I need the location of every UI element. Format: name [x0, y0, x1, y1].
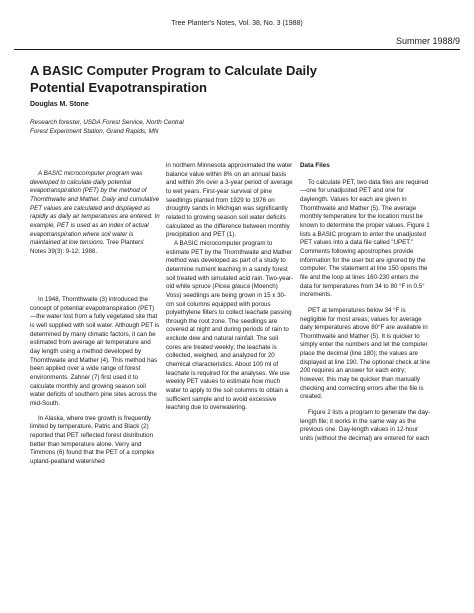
body-paragraph: In 1948, Thornthwaite (3) introduced the concept of potential evapotranspiration (PET)—the water lost from a fully vegetated site that is well supplied with soil water. Although PET is determined by many climatic factors, it can be estimated from average air temperature and day length using a method developed by Thornthwaite and Mather (4). This method has been applied over a wide range of forest environments. Zahner (7) first used it to calculate monthly and growing season soil water deficits of southern pine sites across the mid-South. — [30, 296, 160, 407]
body-paragraph: To calculate PET, two data files are required—one for unadjusted PET and one for daylength. Values for each are given in Thornthwaite and Mather (5). The average monthly temperature for the location must be known to determine the proper values. Figure 1 lists a BASIC program to enter the unadjusted PET values into a data file called "UPET." Comments following apostrophes provide information for the user but are ignored by the computer. The statement at line 150 opens the file and the loop at lines 160-230 enters the data for temperatures from 34 to 80 °F in 0.5° increments. — [300, 178, 430, 299]
affiliation-line: Research forester, USDA Forest Service, North Central — [30, 119, 184, 126]
issue-date: Summer 1988/9 — [395, 36, 460, 46]
author-name: Douglas M. Stone — [30, 101, 89, 108]
species-name: Picea glauca — [214, 283, 250, 291]
body-paragraph: Figure 2 lists a program to generate the day-length file; it works in the same way as the previous one. Day-length values in 12-hour units (without the decimal) are entered for each — [300, 409, 431, 443]
body-text: (Moench) Voss) seedlings are being grown in 15 x 30-cm soil columns equipped with porous polyethylene filters to collect leachate passing through the root zone. The seedlings are covered at night and during periods of rain to exclude dew and natural rainfall. The soil cores are treated weekly; the leachate is collected, weighed, and analyzed for 20 chemical characteristics. About 100 ml of leachate is required for the analyses. We use weekly PET values to estimate how much water to apply to the soil columns to obtain a sufficient sample and to avoid excessive leaching due to overwatering. — [166, 283, 292, 412]
abstract-paragraph — [30, 170, 160, 257]
body-column-3 — [300, 162, 432, 444]
body-column-2 — [166, 162, 294, 413]
header-divider — [14, 49, 460, 50]
running-header: Tree Planter's Notes, Vol. 38, No. 3 (1988) — [171, 20, 303, 27]
body-text: A BASIC microcomputer program to estimate PET by the Thornthwaite and Mather method was developed as part of a study to determine nutrient leaching in a sandy forest soil treated with simulated acid rain. Two-year-old white spruce ( — [166, 239, 294, 291]
body-paragraph: In Alaska, where tree growth is frequently limited by temperature, Patric and Black (2) reported that PET reflected forest distribution better than temperature alone. Verry and Timmons (6) found that the PET of a complex upland-peatland watershed — [30, 414, 155, 465]
section-heading: Data Files — [300, 162, 330, 169]
abstract — [30, 170, 160, 257]
body-paragraph: in northern Minnesota approximated the water balance value within 8% on an annual basis and within 3% over a 3-year period of average to wet years. First-year survival of pine seedlings planted from 1929 to 1976 on droughty sands in Michigan was significantly related to growing season soil water deficits calculated as the difference between monthly precipitation and PET (1). — [166, 162, 293, 239]
abstract-text: A BASIC microcomputer program was developed to calculate daily potential evapotranspiration (PET) by the method of Thornthwaite and Mather. Daily and cumulative PET values are calculated and displayed as rapidly as daily air temperatures are entered. In example, PET is used as an index of actual evapotranspiration where soil water is maintained at low tensions. — [30, 170, 160, 247]
affiliation-line: Forest Experiment Station, Grand Rapids, MN — [30, 128, 159, 135]
body-paragraph: PET at temperatures below 34 °F is negligible for most areas; values for average daily temperatures above 80°F are available in Thornthwaite and Mather (5). It is quicker to simply enter the numbers and let the computer place the decimal (line 180); the values are displayed at line 190. The optional check at line 200 requires an answer for each entry; however, this may be quicker than manually checking and correcting errors after the file is created. — [300, 306, 430, 401]
author-affiliation — [30, 118, 290, 136]
body-paragraph — [166, 240, 294, 413]
body-column-1 — [30, 296, 160, 466]
citation-reference: Tree Planters' Notes 39(3): 9-12; 1988. — [30, 239, 145, 255]
article-title: A BASIC Computer Program to Calculate Daily Potential Evapotranspiration — [30, 63, 318, 95]
